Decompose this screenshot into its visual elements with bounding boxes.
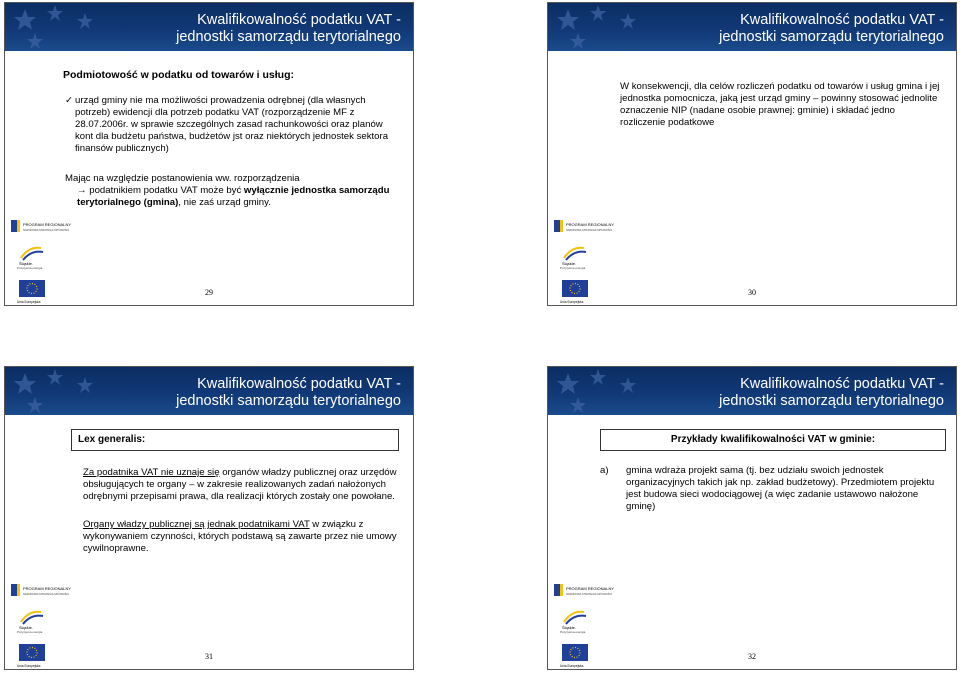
slide-header [5,367,413,415]
title-line2: jednostki samorządu terytorialnego [176,393,401,409]
silesia-sub-label: Pozytywna energia [17,266,43,270]
program-label: PROGRAM REGIONALNY [566,222,615,227]
program-regionalny-logo [11,582,72,598]
title-line2: jednostki samorządu terytorialnego [719,393,944,409]
slide-heading: Podmiotowość w podatku od towarów i usług: [63,69,294,81]
title-line1: Kwalifikowalność podatku VAT - [197,12,401,28]
conclusion-end: , nie zaś urząd gminy. [178,197,271,208]
silesia-label: Śląskie. [19,261,34,266]
page-number: 32 [748,652,756,661]
slide-header [548,3,956,51]
page-number: 30 [748,288,756,297]
program-sub-label: NARODOWA STRATEGIA SPÓJNOŚCI [23,229,70,232]
eu-stars-decoration [548,367,698,415]
paragraph-1 [83,467,399,503]
program-label: PROGRAM REGIONALNY [23,222,72,227]
program-label: PROGRAM REGIONALNY [566,586,615,591]
slide-32 [547,366,957,670]
eu-stars-decoration [5,3,155,51]
eu-label: Unia Europejska [560,300,584,304]
slide-30 [547,2,957,306]
example-item [600,465,946,513]
slaskie-logo [15,608,51,634]
slide-heading: Przykłady kwalifikowalności VAT w gminie: [600,429,946,451]
title-line1: Kwalifikowalność podatku VAT - [740,12,944,28]
slide-title [176,12,401,46]
eu-label: Unia Europejska [560,664,584,668]
silesia-label: Śląskie. [562,261,577,266]
conclusion-arrow-text: podatnikiem podatku VAT może być [89,185,242,196]
slide-header [548,367,956,415]
slide-header [5,3,413,51]
slide-content [600,429,946,513]
paragraph-2-underlined: Organy władzy publicznej są jednak podatnikami VAT [83,519,310,530]
program-regionalny-logo [11,218,72,234]
example-label: a) [600,465,609,476]
arrow-icon: → [77,185,87,196]
title-line1: Kwalifikowalność podatku VAT - [740,376,944,392]
title-line2: jednostki samorządu terytorialnego [176,29,401,45]
title-line1: Kwalifikowalność podatku VAT - [197,376,401,392]
conclusion-intro: Mając na względzie postanowienia ww. rozporządzenia [65,173,300,184]
eu-stars-decoration [548,3,698,51]
program-sub-label: NARODOWA STRATEGIA SPÓJNOŚCI [566,593,613,596]
conclusion-paragraph [65,173,399,209]
eu-label: Unia Europejska [17,664,41,668]
paragraph-2 [83,519,399,555]
slide-content [73,429,399,555]
example-text: gmina wdraża projekt sama (tj. bez udziału swoich jednostek organizacyjnych takich jak np. zakład budżetowy). Przedmiotem projektu jest budowa sieci wodociągowej (a więc zadanie ustawowo nałożone gminę) [626,465,935,512]
silesia-label: Śląskie. [562,625,577,630]
page-number: 31 [205,652,213,661]
program-sub-label: NARODOWA STRATEGIA SPÓJNOŚCI [566,229,613,232]
eu-stars-decoration [5,367,155,415]
slide-31 [4,366,414,670]
slide-title [176,376,401,410]
slide-content [65,69,399,209]
slide-heading: Lex generalis: [71,429,399,451]
slaskie-logo [558,244,594,270]
slaskie-logo [558,608,594,634]
program-regionalny-logo [554,582,615,598]
page-number: 29 [205,288,213,297]
program-label: PROGRAM REGIONALNY [23,586,72,591]
silesia-label: Śląskie. [19,625,34,630]
bullet-item [65,95,399,155]
slide-text: W konsekwencji, dla celów rozliczeń podatku od towarów i usług gmina i jej jednostka pomocnicza, jaką jest urząd gminy – powinny stosować jednolite oznaczenie NIP (nadane osobie prawnej: gminie) i składać jedno rozliczenie podatkowe [620,81,940,128]
paragraph-2-rest: w związku z wykonywaniem czynności, których podstawą są zawarte przez nie umowy cywilnoprawne. [83,519,397,554]
bullet-text: urząd gminy nie ma możliwości prowadzenia odrębnej (dla własnych potrzeb) ewidencji dla potrzeb podatku VAT (rozporządzenie MF z 28.07.2006r. w sprawie szczególnych zasad rachunkowości oraz planów kont dla budżetu państwa, budżetów jst oraz niektórych jednostek sektora finansów publicznych) [75,95,389,154]
slaskie-logo [15,244,51,270]
title-line2: jednostki samorządu terytorialnego [719,29,944,45]
silesia-sub-label: Pozytywna energia [560,266,586,270]
checkmark-icon: ✓ [65,95,74,106]
paragraph-1-underlined: Za podatnika VAT nie uznaje się [83,467,220,478]
paragraph-1-rest: organów władzy publicznej oraz urzędów obsługujących te organy – w zakresie realizowanych zadań nałożonych odrębnymi przepisami prawa, dla realizacji których zostały one powołane. [83,467,397,502]
program-regionalny-logo [554,218,615,234]
silesia-sub-label: Pozytywna energia [17,630,43,634]
eu-label: Unia Europejska [17,300,41,304]
conclusion-bold: wyłącznie jednostka samorządu terytorialnego (gmina) [77,185,390,208]
slide-29 [4,2,414,306]
slide-title [719,376,944,410]
slide-title [719,12,944,46]
silesia-sub-label: Pozytywna energia [560,630,586,634]
program-sub-label: NARODOWA STRATEGIA SPÓJNOŚCI [23,593,70,596]
slide-content [620,81,940,129]
